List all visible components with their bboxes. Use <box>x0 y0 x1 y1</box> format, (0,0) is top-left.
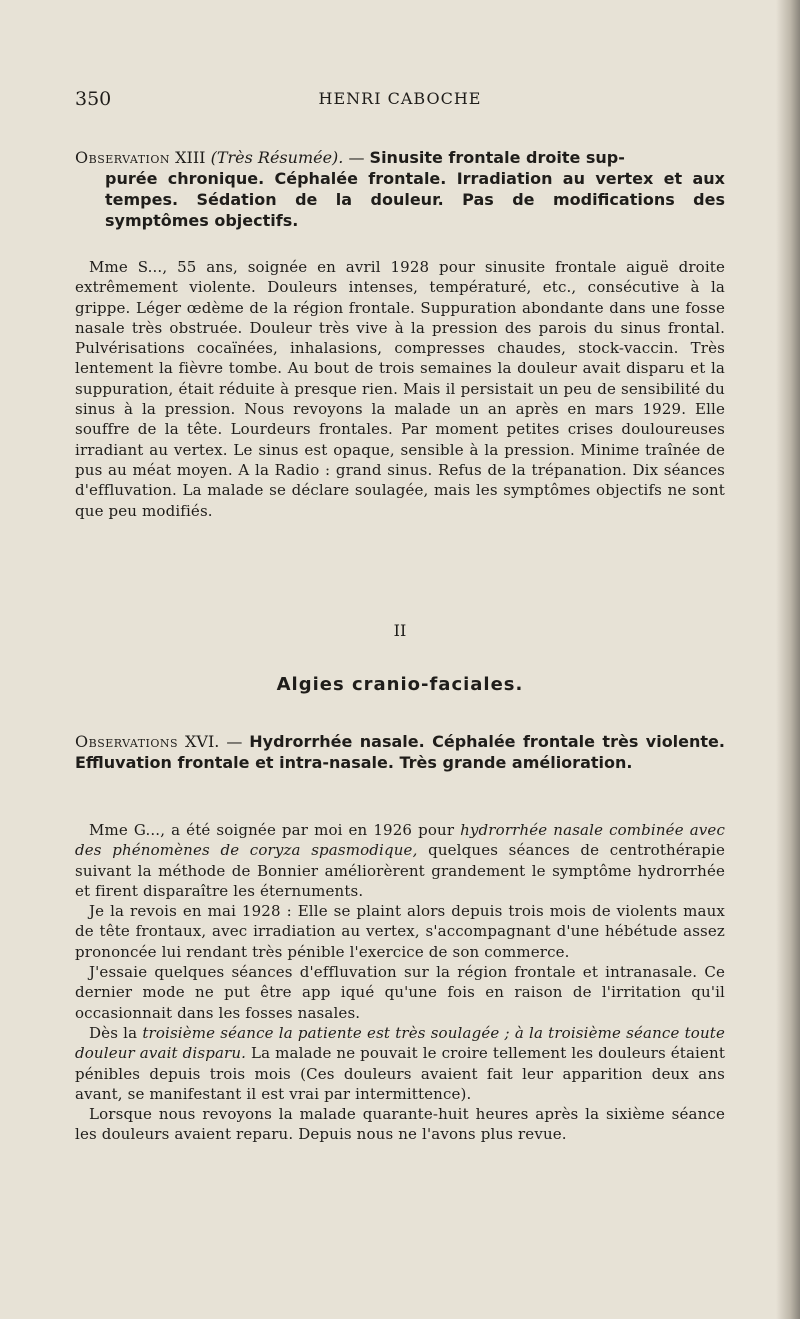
observation-xvi-body <box>75 820 725 1145</box>
section-number: II <box>393 621 407 640</box>
observation-xiii-heading <box>75 147 725 231</box>
observation-label: Observations <box>75 732 179 751</box>
observation-subtitle: (Très Résumée). <box>210 148 344 167</box>
heading-dash: — <box>343 148 370 167</box>
section-title: Algies cranio-faciales. <box>276 674 524 695</box>
running-head: HENRI CABOCHE <box>318 89 482 108</box>
p1-end: quelques séances de centrothérapie suivant la méthode de Bonnier améliorèrent grandement le symptôme hydrorrhée et firent disparaître les éternuments. <box>75 841 726 900</box>
observation-xvi-heading <box>75 731 725 773</box>
observation-title: Hydrorrhée nasale. Céphalée frontale très violente. Effluvation frontale et intra-nasale. Très grande amélioration. <box>75 732 725 772</box>
observation-xvi-paragraph-3: J'essaie quelques séances d'effluvation sur la région frontale et intranasale. Ce dernier mode ne put être app iqué qu'une fois en raison de l'irritation qu'il occasionnait dans les fosses nasales. <box>75 963 725 1022</box>
observation-xvi-paragraph-1 <box>75 820 725 901</box>
observation-title-rest: purée chronique. Céphalée frontale. Irradiation au vertex et aux tempes. Sédation de la douleur. Pas de modifications des symptômes objectifs. <box>105 169 725 230</box>
observation-number: XVI. <box>185 732 220 751</box>
p4-end: La malade ne pouvait le croire tellement les douleurs étaient pénibles depuis trois mois (Ces douleurs avaient fait leur apparition deux ans avant, se manifestant il est vrai par intermittence). <box>75 1044 726 1103</box>
p4-start: Dès la <box>89 1023 143 1042</box>
observation-title-line1: Sinusite frontale droite sup- <box>369 148 625 167</box>
observation-xiii-paragraph: Mme S..., 55 ans, soignée en avril 1928 pour sinusite frontale aiguë droite extrêmement violente. Douleurs intenses, températuré, etc., consécutive à la grippe. Léger œdème de la région frontale. Suppuration abondante dans une fosse nasale très obstruée. Douleur très vive à la pression des parois du sinus frontal. Pulvérisations cocaïnées, inhalasions, compresses chaudes, stock-vaccin. Très lentement la fièvre tombe. Au bout de trois semaines la douleur avait disparu et la suppuration, était réduite à presque rien. Mais il persistait un peu de sensibilité du sinus à la pression. Nous revoyons la malade un an après en mars 1929. Elle souffre de la tête. Lourdeurs frontales. Par moment petites crises douloureuses irradiant au vertex. Le sinus est opaque, sensible à la pression. Minime traînée de pus au méat moyen. A la Radio : grand sinus. Refus de la trépanation. Dix séances d'effluvation. La malade se déclare soulagée, mais les symptômes objectifs ne sont que peu modifiés. <box>75 258 725 520</box>
observation-number: XIII <box>175 148 206 167</box>
observation-xvi-paragraph-5: Lorsque nous revoyons la malade quarante-huit heures après la sixième séance les douleurs avaient reparu. Depuis nous ne l'avons plus revue. <box>75 1105 725 1144</box>
p1-start: Mme G..., a été soignée par moi en 1926 pour <box>89 821 461 839</box>
observation-xvi-paragraph-2: Je la revois en mai 1928 : Elle se plaint alors depuis trois mois de violents maux de tête frontaux, avec irradiation au vertex, s'accompagnant d'une hébétude assez prononcée lui rendant très pénible l'exercice de son commerce. <box>75 902 725 961</box>
page-number: 350 <box>75 88 112 110</box>
heading-dash: — <box>219 732 250 751</box>
observation-xvi-paragraph-4 <box>75 1023 725 1104</box>
page-header <box>75 88 725 112</box>
observation-label: Observation <box>75 148 171 167</box>
page-edge-shadow <box>776 0 800 1319</box>
p4-italic: troisième séance la patiente est très soulagée ; à la troisième séance toute douleur avait disparu. <box>75 1023 725 1063</box>
p1-italic: hydrorrhée nasale combinée avec des phénomènes de coryza spasmodique, <box>75 821 726 860</box>
observation-xiii-body <box>75 257 725 521</box>
